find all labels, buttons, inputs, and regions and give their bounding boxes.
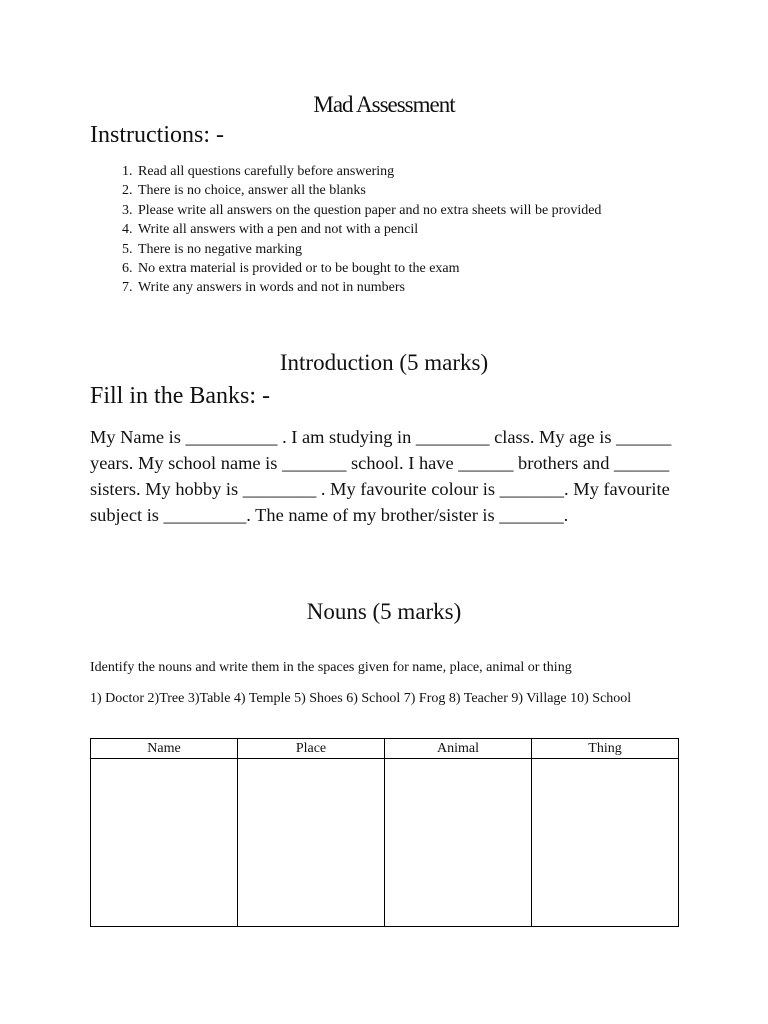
table-header-row	[91, 739, 679, 759]
animal-answer-cell[interactable]	[385, 759, 532, 927]
column-header-place: Place	[238, 739, 385, 759]
column-header-thing: Thing	[532, 739, 679, 759]
instruction-item: 3. Please write all answers on the question paper and no extra sheets will be provided	[136, 201, 756, 220]
table-row	[91, 759, 679, 927]
nouns-word-list: 1) Doctor 2)Tree 3)Table 4) Temple 5) Shoes 6) School 7) Frog 8) Teacher 9) Village 10) School	[90, 691, 632, 706]
instructions-heading: Instructions: -	[90, 122, 224, 148]
instruction-item: 6. No extra material is provided or to be bought to the exam	[136, 259, 756, 278]
introduction-heading: Introduction (5 marks)	[279, 350, 489, 375]
instructions-list	[90, 162, 756, 298]
nouns-heading: Nouns (5 marks)	[306, 599, 462, 624]
instruction-item: 5. There is no negative marking	[136, 240, 756, 259]
column-header-animal: Animal	[385, 739, 532, 759]
thing-answer-cell[interactable]	[532, 759, 679, 927]
instruction-item: 4. Write all answers with a pen and not with a pencil	[136, 220, 756, 239]
nouns-table	[90, 738, 679, 927]
fill-in-blanks-paragraph: My Name is __________ . I am studying in ________ class. My age is ______ years. My school name is _______ school. I have ______ brothers and ______ sisters. My hobby is ________ . My favourite colour is _______. My favourite subject is _________. The name of my brother/sister is _______.	[90, 427, 672, 525]
page-title: Mad Assessment	[313, 92, 455, 117]
nouns-instruction: Identify the nouns and write them in the spaces given for name, place, animal or thing	[90, 660, 572, 675]
column-header-name: Name	[91, 739, 238, 759]
instruction-item: 2. There is no choice, answer all the blanks	[136, 181, 756, 200]
name-answer-cell[interactable]	[91, 759, 238, 927]
instruction-item: 7. Write any answers in words and not in numbers	[136, 278, 756, 297]
fill-in-blanks-heading: Fill in the Banks: -	[90, 383, 270, 409]
place-answer-cell[interactable]	[238, 759, 385, 927]
instruction-item: 1. Read all questions carefully before answering	[136, 162, 756, 181]
